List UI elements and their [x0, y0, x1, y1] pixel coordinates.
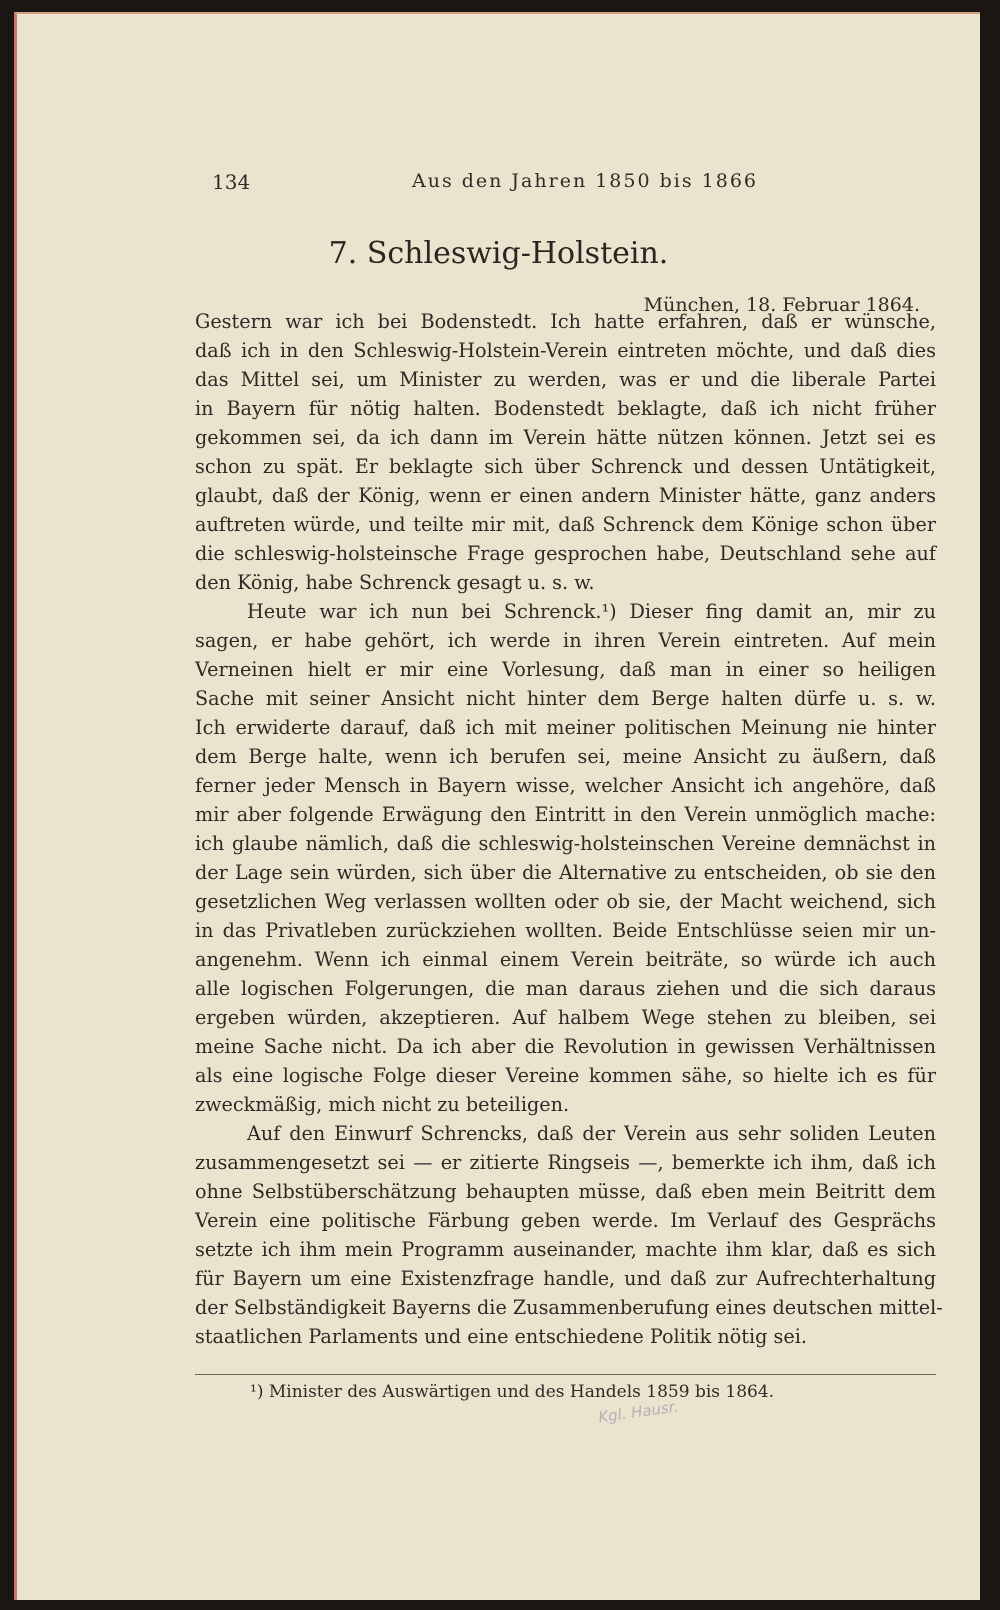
- text-line: setzte ich ihm mein Programm auseinander, machte ihm klar, daß es sich: [195, 1238, 936, 1261]
- footnote: ¹) Minister des Auswärtigen und des Handels 1859 bis 1864.: [250, 1382, 775, 1402]
- text-line: angenehm. Wenn ich einmal einem Verein beiträte, so würde ich auch: [195, 948, 936, 971]
- text-line: auftreten würde, und teilte mir mit, daß Schrenck dem Könige schon über: [195, 513, 936, 536]
- text-line: daß ich in den Schleswig-Holstein-Verein eintreten möchte, und daß dies: [195, 339, 936, 362]
- paragraph: [195, 307, 936, 597]
- text-line: der Selbständigkeit Bayerns die Zusammenberufung eines deutschen mittel-: [195, 1296, 943, 1319]
- text-line: als eine logische Folge dieser Vereine kommen sähe, so hielte ich es für: [195, 1064, 936, 1087]
- text-line: den König, habe Schrenck gesagt u. s. w.: [195, 571, 595, 594]
- running-title: Aus den Jahren 1850 bis 1866: [412, 170, 758, 192]
- text-line: ohne Selbstüberschätzung behaupten müsse, daß eben mein Beitritt dem: [195, 1180, 936, 1203]
- library-stamp: Kgl. Hausr.: [597, 1397, 680, 1427]
- text-line: staatlichen Parlaments und eine entschiedene Politik nötig sei.: [195, 1325, 807, 1348]
- text-line: der Lage sein würden, sich über die Alternative zu entscheiden, ob sie den: [195, 861, 936, 884]
- text-line: dem Berge halte, wenn ich berufen sei, meine Ansicht zu äußern, daß: [195, 745, 936, 768]
- text-line: Ich erwiderte darauf, daß ich mit meiner politischen Meinung nie hinter: [195, 716, 936, 739]
- text-line: ich glaube nämlich, daß die schleswig-holsteinschen Vereine demnächst in: [195, 832, 936, 855]
- text-line: meine Sache nicht. Da ich aber die Revolution in gewissen Verhältnissen: [195, 1035, 936, 1058]
- text-line: sagen, er habe gehört, ich werde in ihren Verein eintreten. Auf mein: [195, 629, 936, 652]
- text-line: schon zu spät. Er beklagte sich über Schrenck und dessen Untätigkeit,: [195, 455, 936, 478]
- text-line: die schleswig-holsteinsche Frage gesprochen habe, Deutschland sehe auf: [195, 542, 936, 565]
- text-line: mir aber folgende Erwägung den Eintritt in den Verein unmöglich mache:: [195, 803, 936, 826]
- text-line: das Mittel sei, um Minister zu werden, was er und die liberale Partei: [195, 368, 936, 391]
- text-line: gesetzlichen Weg verlassen wollten oder ob sie, der Macht weichend, sich: [195, 890, 936, 913]
- text-line: Heute war ich nun bei Schrenck.¹) Dieser fing damit an, mir zu: [247, 600, 936, 623]
- page-number: 134: [212, 170, 251, 194]
- text-line: zusammengesetzt sei — er zitierte Ringseis —, bemerkte ich ihm, daß ich: [195, 1151, 936, 1174]
- footnote-divider: [195, 1374, 936, 1375]
- paragraph: [195, 1119, 943, 1351]
- text-line: glaubt, daß der König, wenn er einen andern Minister hätte, ganz anders: [195, 484, 936, 507]
- text-line: Sache mit seiner Ansicht nicht hinter dem Berge halten dürfe u. s. w.: [195, 687, 936, 710]
- text-line: ferner jeder Mensch in Bayern wisse, welcher Ansicht ich angehöre, daß: [195, 774, 936, 797]
- text-line: Auf den Einwurf Schrencks, daß der Verein aus sehr soliden Leuten: [247, 1122, 936, 1145]
- body-text: [195, 307, 943, 1351]
- text-line: Gestern war ich bei Bodenstedt. Ich hatte erfahren, daß er wünsche,: [195, 310, 936, 333]
- text-line: alle logischen Folgerungen, die man daraus ziehen und die sich daraus: [195, 977, 936, 1000]
- text-line: zweckmäßig, mich nicht zu beteiligen.: [195, 1093, 570, 1116]
- text-line: gekommen sei, da ich dann im Verein hätte nützen können. Jetzt sei es: [195, 426, 936, 449]
- dateline: München, 18. Februar 1864.: [643, 294, 920, 316]
- text-line: für Bayern um eine Existenzfrage handle, und daß zur Aufrechterhaltung: [195, 1267, 936, 1290]
- chapter-title: 7. Schleswig-Holstein.: [328, 236, 669, 271]
- text-line: Verein eine politische Färbung geben werde. Im Verlauf des Gesprächs: [195, 1209, 936, 1232]
- text-line: ergeben würden, akzeptieren. Auf halbem Wege stehen zu bleiben, sei: [195, 1006, 936, 1029]
- text-line: Verneinen hielt er mir eine Vorlesung, daß man in einer so heiligen: [195, 658, 936, 681]
- text-line: in das Privatleben zurückziehen wollten. Beide Entschlüsse seien mir un-: [195, 919, 936, 942]
- paragraph: [195, 597, 936, 1119]
- text-line: in Bayern für nötig halten. Bodenstedt beklagte, daß ich nicht früher: [195, 397, 936, 420]
